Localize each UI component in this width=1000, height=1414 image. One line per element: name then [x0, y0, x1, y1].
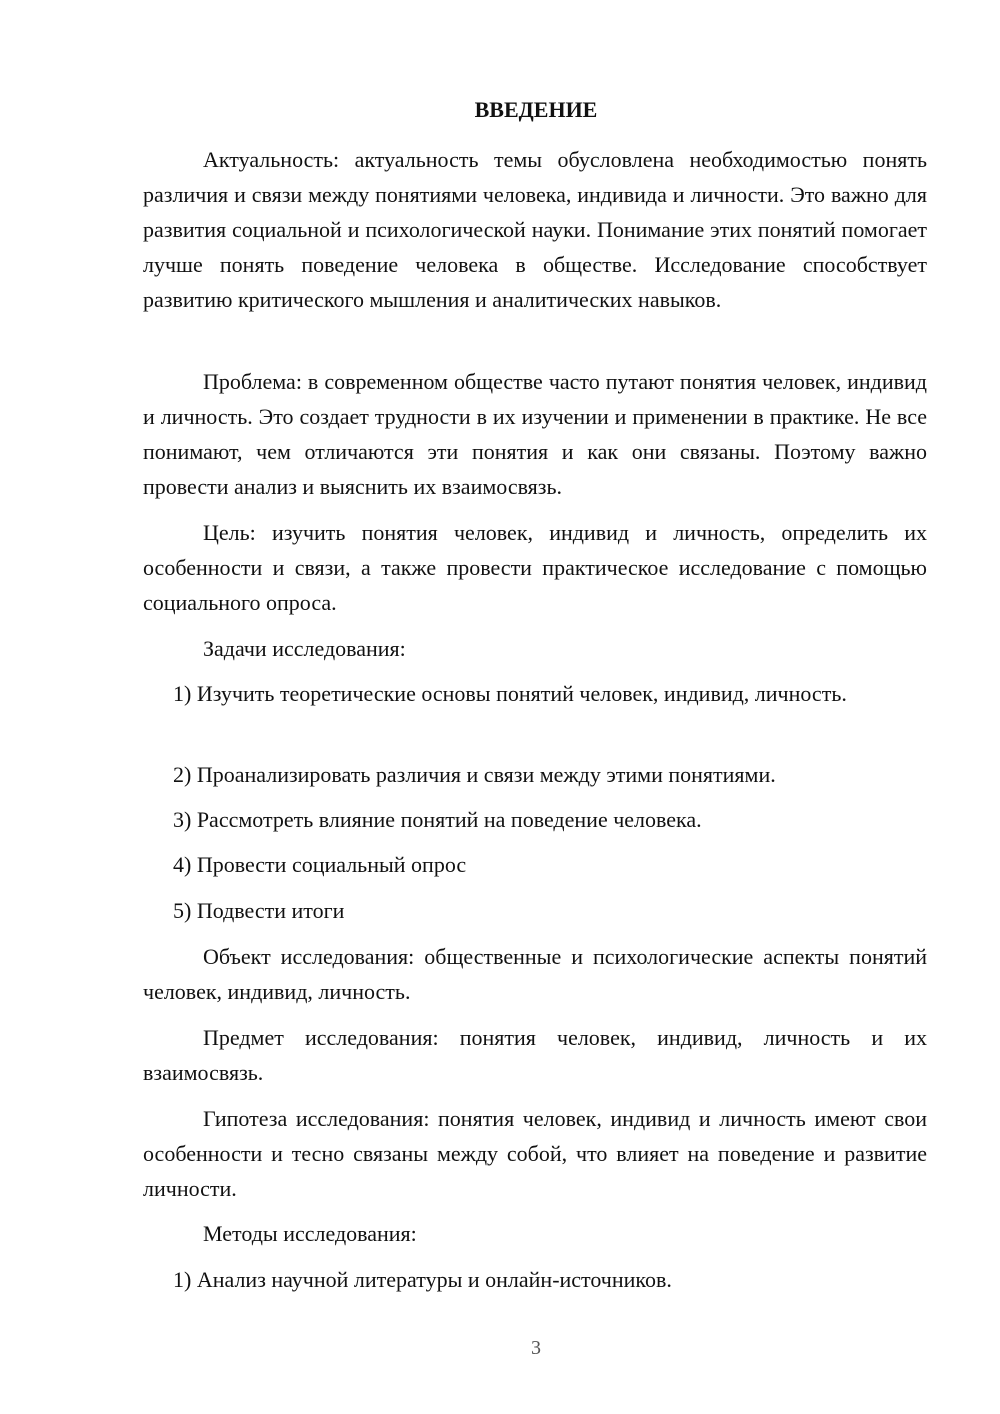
task-item-1: 1) Изучить теоретические основы понятий человек, индивид, личность.	[173, 681, 847, 706]
page-title: ВВЕДЕНИЕ	[474, 97, 598, 122]
page-number: 3	[531, 1337, 541, 1359]
task-item-3: 3) Рассмотреть влияние понятий на поведение человека.	[173, 807, 702, 832]
task-item-4: 4) Провести социальный опрос	[173, 852, 467, 877]
tasks-heading: Задачи исследования:	[203, 636, 406, 661]
task-item-5: 5) Подвести итоги	[173, 898, 345, 923]
object-paragraph: Объект исследования: общественные и психологические аспекты понятий человек, индивид, личность.	[143, 944, 927, 1004]
goal-paragraph: Цель: изучить понятия человек, индивид и личность, определить их особенности и связи, а также провести практическое исследование с помощью социального опроса.	[143, 520, 927, 615]
methods-heading: Методы исследования:	[203, 1221, 417, 1246]
problem-paragraph: Проблема: в современном обществе часто путают понятия человек, индивид и личность. Это создает трудности в их изучении и применении в практике. Не все понимают, чем отличаются эти понятия и как они связаны. Поэтому важно провести анализ и выяснить их взаимосвязь.	[143, 369, 927, 499]
method-item-1: 1) Анализ научной литературы и онлайн-источников.	[173, 1267, 672, 1292]
task-item-2: 2) Проанализировать различия и связи между этими понятиями.	[173, 762, 776, 787]
relevance-paragraph: Актуальность: актуальность темы обусловлена необходимостью понять различия и связи между понятиями человека, индивида и личности. Это важно для развития социальной и психологической науки. Понимание этих понятий помогает лучше понять поведение человека в обществе. Исследование способствует развитию критического мышления и аналитических навыков.	[143, 147, 927, 312]
subject-paragraph: Предмет исследования: понятия человек, индивид, личность и их взаимосвязь.	[143, 1025, 927, 1085]
hypothesis-paragraph: Гипотеза исследования: понятия человек, индивид и личность имеют свои особенности и тесно связаны между собой, что влияет на поведение и развитие личности.	[143, 1106, 927, 1201]
